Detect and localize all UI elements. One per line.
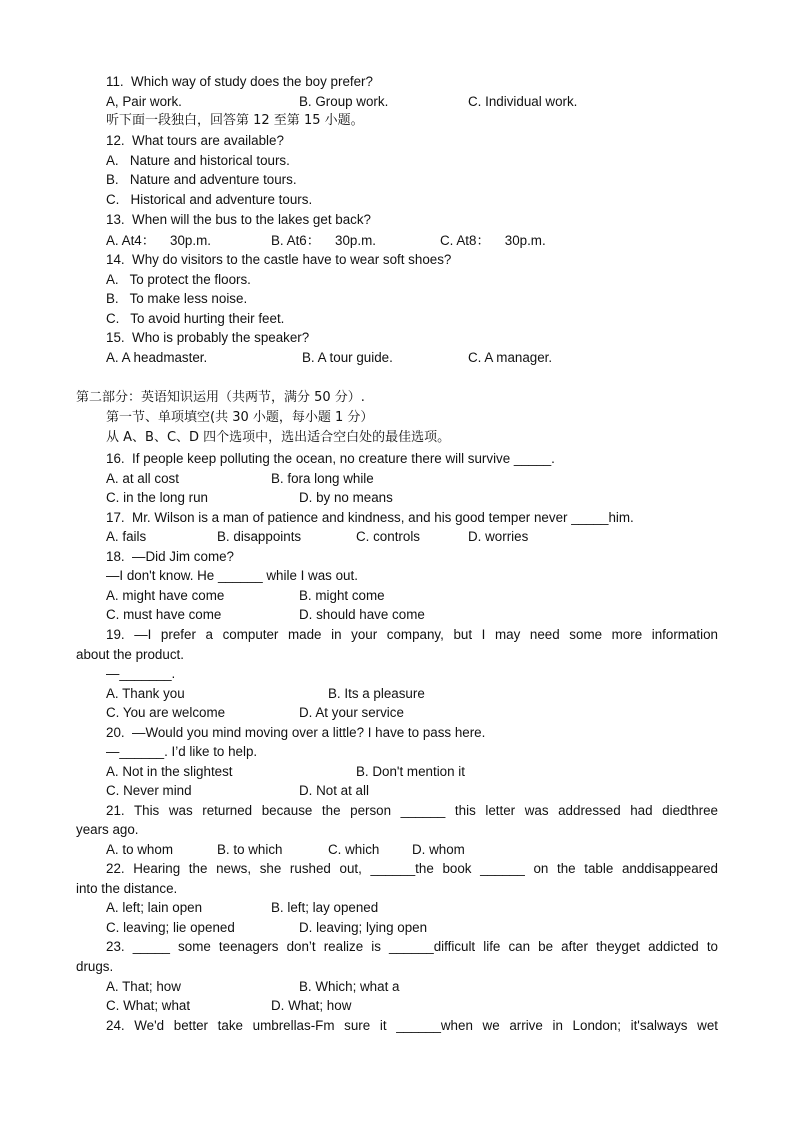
q14-option-b: B. To make less noise. bbox=[106, 291, 248, 306]
q15-option-b: B. A tour guide. bbox=[302, 350, 393, 365]
q20-option-a: A. Not in the slightest bbox=[106, 764, 233, 779]
q13-option-b: B. At6： 30p.m. bbox=[271, 233, 376, 248]
q18-stem: 18. —Did Jim come? bbox=[106, 549, 234, 564]
q18-option-b: B. might come bbox=[299, 588, 385, 603]
q11-option-b: B. Group work. bbox=[299, 94, 389, 109]
q22-stem-line2: into the distance. bbox=[76, 881, 178, 896]
q23-option-b: B. Which; what a bbox=[299, 979, 400, 994]
q12-option-c: C. Historical and adventure tours. bbox=[106, 192, 313, 207]
q23-option-c: C. What; what bbox=[106, 998, 191, 1013]
q13-option-c: C. At8： 30p.m. bbox=[440, 233, 546, 248]
q16-option-b: B. fora long while bbox=[271, 471, 374, 486]
q11-option-a: A, Pair work. bbox=[106, 94, 182, 109]
q17-option-c: C. controls bbox=[356, 529, 420, 544]
q11-option-c: C. Individual work. bbox=[468, 94, 578, 109]
q21-stem-line2: years ago. bbox=[76, 822, 139, 837]
q18-reply: —I don't know. He ______ while I was out. bbox=[106, 568, 358, 583]
q12-stem: 12. What tours are available? bbox=[106, 133, 284, 148]
q14-option-c: C. To avoid hurting their feet. bbox=[106, 311, 285, 326]
section1-instruction: 从 A、B、C、D 四个选项中，选出适合空白处的最佳选项。 bbox=[106, 430, 451, 445]
q21-stem-line1: 21. This was returned because the person ______ this letter was addressed had diedthree bbox=[106, 803, 718, 818]
q16-option-c: C. in the long run bbox=[106, 490, 208, 505]
q23-option-a: A. That; how bbox=[106, 979, 181, 994]
monologue-instruction: 听下面一段独白，回答第 12 至第 15 小题。 bbox=[106, 113, 364, 128]
q18-option-a: A. might have come bbox=[106, 588, 225, 603]
q21-option-c: C. which bbox=[328, 842, 380, 857]
q23-stem-line1: 23. _____ some teenagers don’t realize is ______difficult life can be after theyget addicted to bbox=[106, 939, 718, 954]
q16-option-d: D. by no means bbox=[299, 490, 393, 505]
q20-option-b: B. Don't mention it bbox=[356, 764, 465, 779]
q18-option-c: C. must have come bbox=[106, 607, 222, 622]
q12-option-b: B. Nature and adventure tours. bbox=[106, 172, 297, 187]
section1-title: 第一节、单项填空(共 30 小题，每小题 1 分） bbox=[106, 410, 374, 425]
q15-stem: 15. Who is probably the speaker? bbox=[106, 330, 310, 345]
q16-option-a: A. at all cost bbox=[106, 471, 179, 486]
q14-stem: 14. Why do visitors to the castle have to wear soft shoes? bbox=[106, 252, 452, 267]
q16-stem: 16. If people keep polluting the ocean, no creature there will survive _____. bbox=[106, 451, 555, 466]
q15-option-c: C. A manager. bbox=[468, 350, 553, 365]
q17-stem: 17. Mr. Wilson is a man of patience and kindness, and his good temper never _____him. bbox=[106, 510, 634, 525]
q22-option-d: D. leaving; lying open bbox=[299, 920, 428, 935]
q22-option-c: C. leaving; lie opened bbox=[106, 920, 235, 935]
q19-reply: —_______. bbox=[106, 666, 176, 681]
q22-stem-line1: 22. Hearing the news, she rushed out, ______the book ______ on the table anddisappeared bbox=[106, 861, 718, 876]
q22-option-a: A. left; lain open bbox=[106, 900, 203, 915]
q14-option-a: A. To protect the floors. bbox=[106, 272, 251, 287]
q17-option-d: D. worries bbox=[468, 529, 529, 544]
part2-title: 第二部分：英语知识运用（共两节，满分 50 分）. bbox=[76, 390, 365, 405]
q23-option-d: D. What; how bbox=[271, 998, 352, 1013]
q22-option-b: B. left; lay opened bbox=[271, 900, 379, 915]
q24-stem-line1: 24. We'd better take umbrellas-Fm sure it ______when we arrive in London; it'salways wet bbox=[106, 1018, 718, 1033]
q21-option-b: B. to which bbox=[217, 842, 283, 857]
q20-option-d: D. Not at all bbox=[299, 783, 369, 798]
q23-stem-line2: drugs. bbox=[76, 959, 114, 974]
q20-reply: —______. I’d like to help. bbox=[106, 744, 258, 759]
q15-option-a: A. A headmaster. bbox=[106, 350, 208, 365]
q11-stem: 11. Which way of study does the boy prefer? bbox=[106, 74, 373, 89]
q19-stem-line2: about the product. bbox=[76, 647, 184, 662]
q19-option-a: A. Thank you bbox=[106, 686, 185, 701]
q19-option-b: B. Its a pleasure bbox=[328, 686, 425, 701]
q13-stem: 13. When will the bus to the lakes get back? bbox=[106, 212, 371, 227]
q21-option-d: D. whom bbox=[412, 842, 465, 857]
q19-option-c: C. You are welcome bbox=[106, 705, 226, 720]
q17-option-b: B. disappoints bbox=[217, 529, 302, 544]
q19-option-d: D. At your service bbox=[299, 705, 404, 720]
q18-option-d: D. should have come bbox=[299, 607, 425, 622]
q13-option-a: A. At4： 30p.m. bbox=[106, 233, 211, 248]
q21-option-a: A. to whom bbox=[106, 842, 173, 857]
q17-option-a: A. fails bbox=[106, 529, 147, 544]
q19-stem-line1: 19. —I prefer a computer made in your company, but I may need some more information bbox=[106, 627, 718, 642]
q20-stem: 20. —Would you mind moving over a little? I have to pass here. bbox=[106, 725, 486, 740]
q12-option-a: A. Nature and historical tours. bbox=[106, 153, 290, 168]
q20-option-c: C. Never mind bbox=[106, 783, 192, 798]
